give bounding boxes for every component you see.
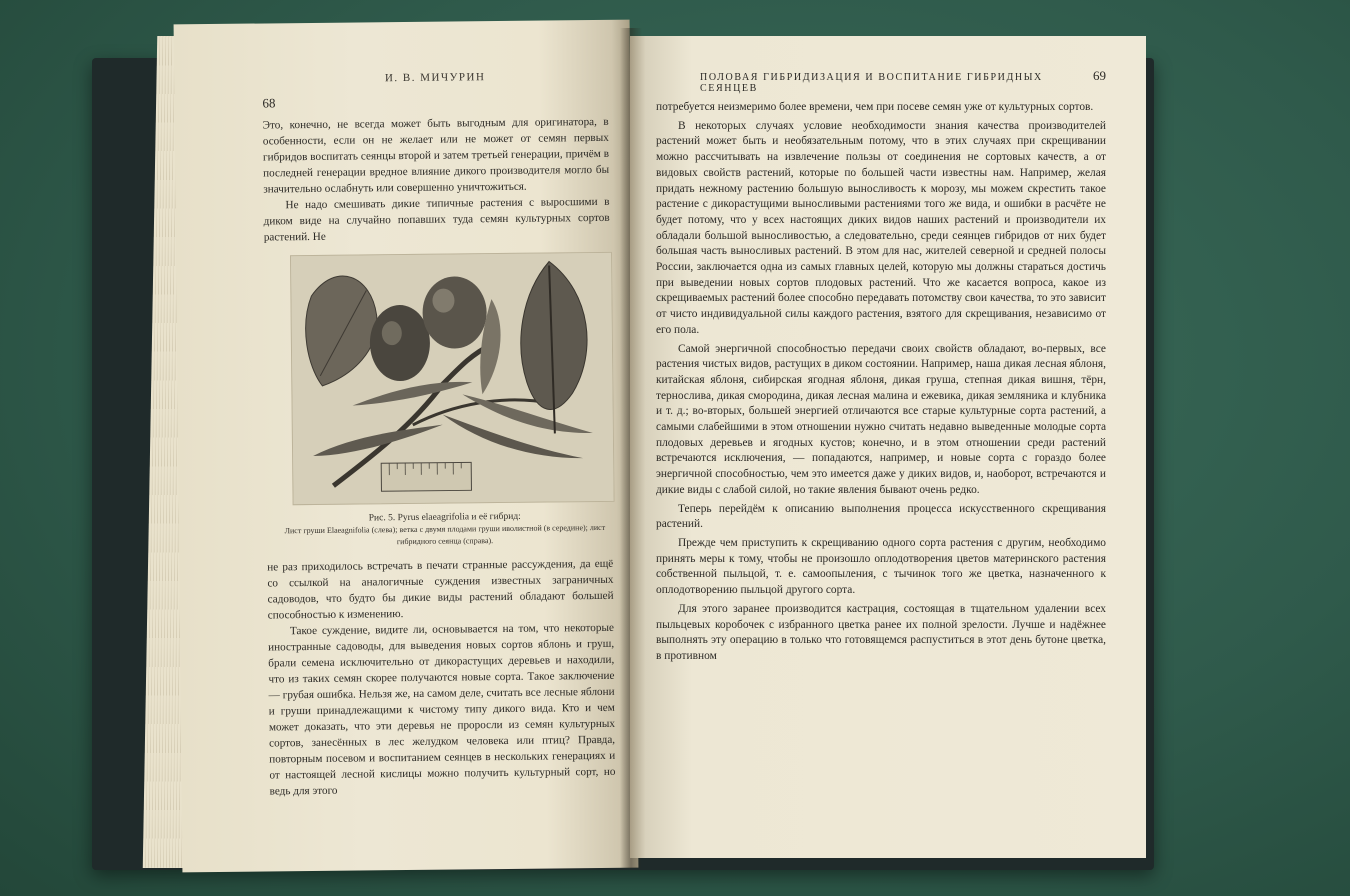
figure-illustration bbox=[290, 252, 615, 505]
right-page-number: 69 bbox=[1093, 68, 1106, 83]
paragraph: Самой энергичной способностью передачи своих свойств обладают, во-первых, все растения чистых видов, растущих в диком состоянии. Например, наша дикая лесная яблоня, китайская яблоня, сибирская ягодная яблоня, дикая груша, степная дикая вишня, тёрн, терносливa, дикая смородина, дикая лесная малина и ежевика, дикая земляника и клубника и т. д.; во-вторых, большей энергией отличаются все старые культурные сорта растений, а самыми слабейшими в этом отношении нужно считать недавно выведенные молодые сорта плодовых деревьев и ягодных кустов; конечно, и в этом отношении среди растений встречаются исключения, — попадаются, например, и новые сорта с гораздо более энергичной способностью, чем это имеется даже у диких видов, и, наоборот, встречаются и дикие виды с слабой силой, но такие явления бывают очень редко. bbox=[656, 342, 1106, 496]
pear-illustration bbox=[291, 253, 614, 504]
paragraph: Теперь перейдём к описанию выполнения процесса искусственного скрещивания растений. bbox=[656, 502, 1106, 531]
paragraph: потребуется неизмеримо более времени, чем при посеве семян уже от культурных сортов. bbox=[656, 101, 1094, 113]
paragraph: Не надо смешивать дикие типичные растения с выросшими в диком виде на случайно попавших туда семян культурных сортов растений. Не bbox=[263, 195, 610, 244]
figure-caption bbox=[277, 510, 613, 550]
figure-caption-title: Рис. 5. Pyrus elaeagrifolia и её гибрид: bbox=[368, 511, 521, 524]
left-page bbox=[174, 20, 639, 873]
right-page bbox=[630, 36, 1146, 858]
figure-caption-detail: Лист груши Elaeagnifolia (слева); ветка с двумя плодами груши иволистной (в середине); лист гибридного сеянца (справа). bbox=[284, 522, 606, 547]
paragraph: В некоторых случаях условие необходимости знания качества производителей растений может быть и необязательным потому, что в этих случаях при скрещивании можно рассчитывать на извлечение пользы от соединения не сортовых качеств, а от видовых свойств растений, которые по большей части известны нам. Например, желая придать нежному растению большую выносливость к морозу, мы можем скрестить такое растение с дикорастущими выносливыми растениями того же вида, и ошибки в расчёте не будет потому, что у всех настоящих диких видов наших растений и производители их обладали большой выносливостью, а следовательно, среди сеянцев гибридов от них будет большая часть выносливых растений. В этом для нас, жителей северной и средней полосы России, заключается одна из самых главных целей, которую мы должны стараться достичь при выведении новых сортов плодовых растений. Что же касается вопроса, какое из скрещиваемых растений более способно передавать потомству свои качества, то это зависит от чисто индивидуальной силы каждого растения, взятого для скрещивания, независимо от его пола. bbox=[656, 119, 1106, 336]
right-running-head: ПОЛОВАЯ ГИБРИДИЗАЦИЯ И ВОСПИТАНИЕ ГИБРИДНЫХ СЕЯНЦЕВ bbox=[700, 72, 1043, 94]
right-text bbox=[656, 100, 1106, 665]
paragraph: Для этого заранее производится кастрация, состоящая в тщательном удалении всех пыльцевых коробочек с избранного цветка ранее их полной зрелости. Лучше и надёжнее выполнять эту операцию в только что готовящемся распуститься в этот день бутоне цветка, в противном bbox=[656, 602, 1106, 662]
left-text-top bbox=[263, 114, 610, 246]
left-page-number: 68 bbox=[262, 95, 276, 111]
left-page-header bbox=[262, 92, 608, 112]
paragraph: Прежде чем приступить к скрещиванию одного сорта растения с другим, необходимо принять меры к тому, чтобы не произошло оплодотворения цветов материнского растения собственной пыльцой, т. е. самоопыления, с тычинок того же цветка, назначенного к оплодотворению пыльцой другого сорта. bbox=[656, 536, 1106, 597]
left-running-head: И. В. МИЧУРИН bbox=[384, 71, 486, 85]
right-page-header bbox=[656, 68, 1106, 94]
left-text-bottom bbox=[267, 556, 615, 800]
paragraph: не раз приходилось встречать в печати странные рассуждения, да ещё со ссылкой на аналогичные суждения известных заграничных садоводов, что будто бы дикие виды растений обладают большей способностью к изменению. bbox=[267, 557, 614, 622]
paragraph: Это, конечно, не всегда может быть выгодным для оригинатора, в особенности, если он не желает или не может от семян первых гибридов воспитать сеянцы второй и затем третьей генерации, причём в последней генерации вредное влияние дикого производителя могло бы значительно ослабнуть или совершенно уничтожиться. bbox=[262, 115, 610, 196]
paragraph: Такое суждение, видите ли, основывается на том, что некоторые иностранные садоводы, для выведения новых сортов яблонь и груш, брали семена исключительно от дикорастущих деревьев и находили, что из таких семян скорее получаются новые сорта. Такое заключение — грубая ошибка. Нельзя же, на самом деле, считать все лесные яблони и груши принадлежащими к чистому типу дикого вида. Кто и чем может доказать, что эти деревья не проросли из семян культурных сортов, занесённых в лес желудком человека или птиц? Правда, повторным посевом и воспитанием сеянцев в нескольких генерациях и от настоящей лесной кислицы можно получить культурный сорт, но ведь для этого bbox=[268, 621, 616, 798]
